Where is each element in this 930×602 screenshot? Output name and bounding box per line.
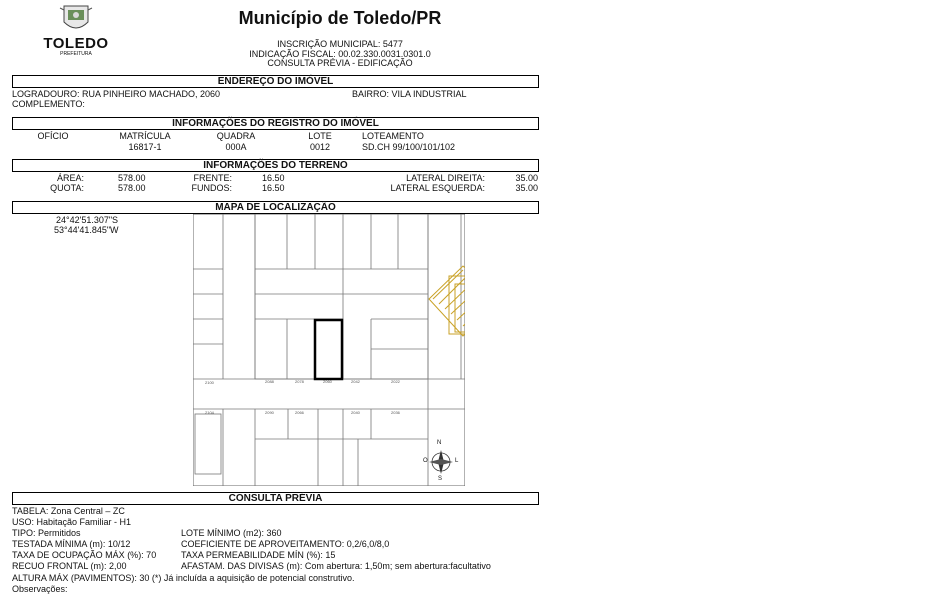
section-mapa: MAPA DE LOCALIZAÇÃO [12, 201, 539, 214]
coeficiente: COEFICIENTE DE APROVEITAMENTO: 0,2/6,0/8,0 [181, 539, 390, 549]
afastamento: AFASTAM. DAS DIVISAS (m): Com abertura: 1,50m; sem abertura:facultativo [181, 561, 491, 571]
consulta-subtitle: CONSULTA PRÉVIA - EDIFICAÇÃO [267, 58, 413, 68]
lateral-direita-label: LATERAL DIREITA: [406, 173, 485, 183]
frente-label: FRENTE: [193, 173, 232, 183]
lateral-esquerda-value: 35.00 [515, 183, 538, 193]
compass-s: S [438, 476, 443, 482]
altura-maxima: ALTURA MÁX (PAVIMENTOS): 30 (*) Já incluída a aquisição de potencial construtivo. [12, 573, 355, 583]
lot-number: 2100 [205, 380, 214, 385]
complemento: COMPLEMENTO: [12, 99, 85, 109]
tabela: TABELA: Zona Central – ZC [12, 506, 125, 516]
section-endereco: ENDEREÇO DO IMÓVEL [12, 75, 539, 88]
logo-name: TOLEDO [43, 35, 109, 52]
area-label: ÁREA: [56, 173, 84, 183]
lot-number: 2022 [391, 379, 400, 384]
tipo: TIPO: Permitidos [12, 528, 81, 538]
municipality-logo [40, 4, 112, 58]
taxa-ocupacao: TAXA DE OCUPAÇÃO MÁX (%): 70 [12, 550, 157, 560]
frente-value: 16.50 [262, 173, 285, 183]
testada-minima: TESTADA MÍNIMA (m): 10/12 [12, 539, 131, 549]
inscricao-municipal: INSCRIÇÃO MUNICIPAL: 5477 [277, 39, 403, 49]
quota-label: QUOTA: [50, 183, 84, 193]
section-terreno: INFORMAÇÕES DO TERRENO [12, 159, 539, 172]
uso: USO: Habitação Familiar - H1 [12, 517, 132, 527]
bairro: BAIRRO: VILA INDUSTRIAL [352, 89, 467, 99]
lot-number: 2042 [351, 379, 360, 384]
col-oficio: OFÍCIO [37, 131, 69, 141]
fundos-value: 16.50 [262, 183, 285, 193]
page-title: Município de Toledo/PR [238, 8, 442, 28]
fundos-label: FUNDOS: [191, 183, 232, 193]
quota-value: 578.00 [118, 183, 146, 193]
lot-number: 2088 [265, 379, 274, 384]
lot-number: 2104 [205, 410, 214, 415]
taxa-permeabilidade: TAXA PERMEABILIDADE MÍN (%): 15 [181, 550, 336, 560]
lot-number: 2036 [391, 410, 400, 415]
area-value: 578.00 [118, 173, 146, 183]
observacoes: Observações: [12, 584, 68, 594]
lot-number: 2066 [295, 410, 304, 415]
indicacao-fiscal: INDICAÇÃO FISCAL: 00.02.330.0031.0301.0 [249, 49, 431, 59]
val-lote: 0012 [309, 142, 331, 152]
compass-n: N [437, 440, 442, 446]
lateral-direita-value: 35.00 [515, 173, 538, 183]
lot-number: 2060 [323, 379, 332, 384]
lot-number: 2040 [351, 410, 360, 415]
lote-minimo: LOTE MÍNIMO (m2): 360 [181, 528, 282, 538]
compass-o: O [423, 458, 428, 464]
logradouro: LOGRADOURO: RUA PINHEIRO MACHADO, 2060 [12, 89, 221, 99]
compass-l: L [455, 458, 459, 464]
col-lote: LOTE [308, 131, 332, 141]
val-loteamento: SD.CH 99/100/101/102 [362, 142, 456, 152]
lot-number: 2078 [295, 379, 304, 384]
col-loteamento: LOTEAMENTO [362, 131, 424, 141]
val-matricula: 16817-1 [128, 142, 162, 152]
logo-subtitle: PREFEITURA [60, 51, 92, 57]
recuo-frontal: RECUO FRONTAL (m): 2,00 [12, 561, 127, 571]
col-matricula: MATRÍCULA [119, 131, 171, 141]
lateral-esquerda-label: LATERAL ESQUERDA: [390, 183, 485, 193]
val-quadra: 000A [225, 142, 247, 152]
longitude: 53°44'41.845"W [54, 225, 119, 235]
section-registro: INFORMAÇÕES DO REGISTRO DO IMÓVEL [12, 117, 539, 130]
col-quadra: QUADRA [216, 131, 256, 141]
map-drawing [193, 214, 465, 486]
location-map [193, 214, 465, 486]
latitude: 24°42'51.307"S [56, 215, 119, 225]
section-consulta: CONSULTA PRÉVIA [12, 492, 539, 505]
lot-number: 2090 [265, 410, 274, 415]
